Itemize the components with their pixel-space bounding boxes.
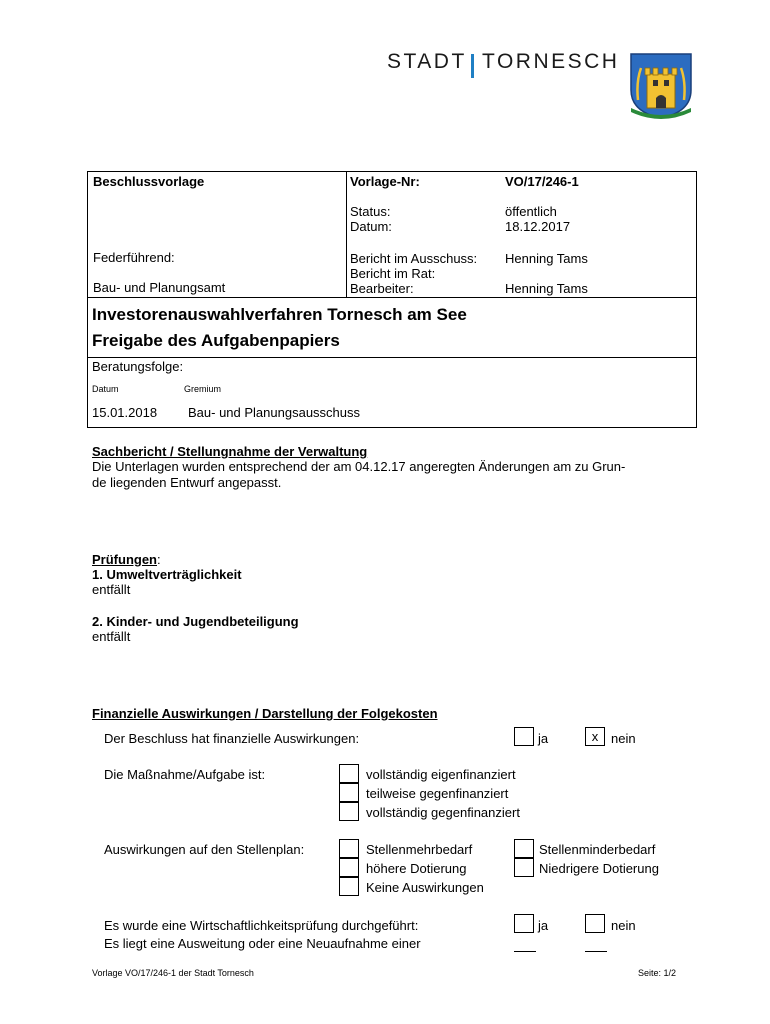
logo-divider xyxy=(471,54,474,78)
footer-page-number: Seite: 1/2 xyxy=(638,968,677,978)
finanzen-heading: Finanzielle Auswirkungen / Darstellung der Folgekosten xyxy=(92,706,438,721)
document-title-line1: Investorenauswahlverfahren Tornesch am See xyxy=(92,305,467,324)
question-finanzielle-auswirkungen: Der Beschluss hat finanzielle Auswirkungen: xyxy=(104,731,360,746)
datum-value: 18.12.2017 xyxy=(505,219,571,234)
pruefungen-heading xyxy=(92,552,161,567)
label-stellenmehrbedarf: Stellenmehrbedarf xyxy=(366,842,473,857)
bearbeiter-label: Bearbeiter: xyxy=(350,281,414,296)
checkbox-vollstaendig-gegenfinanziert[interactable] xyxy=(339,802,359,821)
label-eigenfinanziert: vollständig eigenfinanziert xyxy=(366,767,516,782)
sachbericht-line1: Die Unterlagen wurden entsprechend der am 04.12.17 angeregten Änderungen am zu Grun- xyxy=(92,459,626,474)
checkbox-finanz-nein[interactable]: x xyxy=(585,727,605,746)
checkbox-ausweitung-nein-partial[interactable] xyxy=(585,951,607,952)
bericht-rat-label: Bericht im Rat: xyxy=(350,266,436,281)
vorlage-nr-label: Vorlage-Nr: xyxy=(350,174,420,189)
footer-left: Vorlage VO/17/246-1 der Stadt Tornesch xyxy=(92,968,254,978)
beschlussvorlage-label: Beschlussvorlage xyxy=(93,174,205,189)
label-teilweise-gegenfinanziert: teilweise gegenfinanziert xyxy=(366,786,509,801)
bericht-ausschuss-value: Henning Tams xyxy=(505,251,588,266)
column-gremium: Gremium xyxy=(184,384,222,394)
beratungsfolge-label: Beratungsfolge: xyxy=(92,359,184,374)
datum-label: Datum: xyxy=(350,219,392,234)
bericht-ausschuss-label: Bericht im Ausschuss: xyxy=(350,251,478,266)
label-hoehere-dotierung: höhere Dotierung xyxy=(366,861,467,876)
coat-of-arms-icon xyxy=(627,52,695,120)
sachbericht-heading: Sachbericht / Stellungnahme der Verwaltung xyxy=(92,444,368,459)
question-ausweitung: Es liegt eine Ausweitung oder eine Neuaufnahme einer xyxy=(104,936,421,951)
label-stellenminderbedarf: Stellenminderbedarf xyxy=(539,842,656,857)
question-stellenplan: Auswirkungen auf den Stellenplan: xyxy=(104,842,305,857)
vorlage-nr-value: VO/17/246-1 xyxy=(505,174,579,189)
pruefungen-heading-text: Prüfungen xyxy=(92,552,157,567)
logo-text-right: TORNESCH xyxy=(482,50,620,73)
sachbericht-line2: de liegenden Entwurf angepasst. xyxy=(92,475,282,490)
beratung-row-datum: 15.01.2018 xyxy=(92,405,158,420)
pruefung-2-value: entfällt xyxy=(92,629,131,644)
pruefung-2-title: 2. Kinder- und Jugendbeteiligung xyxy=(92,614,299,629)
pruefung-1-title: 1. Umweltverträglichkeit xyxy=(92,567,242,582)
status-label: Status: xyxy=(350,204,391,219)
question-massnahme: Die Maßnahme/Aufgabe ist: xyxy=(104,767,266,782)
checkbox-eigenfinanziert[interactable] xyxy=(339,764,359,783)
label-wirtschaftlichkeit-ja: ja xyxy=(538,918,549,933)
bearbeiter-value: Henning Tams xyxy=(505,281,588,296)
label-wirtschaftlichkeit-nein: nein xyxy=(611,918,636,933)
label-keine-auswirkungen: Keine Auswirkungen xyxy=(366,880,484,895)
checkbox-niedrigere-dotierung[interactable] xyxy=(514,858,534,877)
label-finanz-ja: ja xyxy=(538,731,549,746)
question-wirtschaftlichkeit: Es wurde eine Wirtschaftlichkeitsprüfung durchgeführt: xyxy=(104,918,419,933)
checkbox-hoehere-dotierung[interactable] xyxy=(339,858,359,877)
label-vollstaendig-gegenfinanziert: vollständig gegenfinanziert xyxy=(366,805,520,820)
pruefungen-colon: : xyxy=(157,552,161,567)
label-niedrigere-dotierung: Niedrigere Dotierung xyxy=(539,861,659,876)
beratung-row-gremium: Bau- und Planungsausschuss xyxy=(188,405,361,420)
checkbox-wirtschaftlichkeit-ja[interactable] xyxy=(514,914,534,933)
checkbox-teilweise-gegenfinanziert[interactable] xyxy=(339,783,359,802)
status-value: öffentlich xyxy=(505,204,557,219)
checkbox-keine-auswirkungen[interactable] xyxy=(339,877,359,896)
logo-text-left: STADT xyxy=(387,50,467,73)
checkbox-wirtschaftlichkeit-nein[interactable] xyxy=(585,914,605,933)
document-title-line2: Freigabe des Aufgabenpapiers xyxy=(92,331,340,350)
checkbox-stellenmehrbedarf[interactable] xyxy=(339,839,359,858)
federfuehrend-value: Bau- und Planungsamt xyxy=(93,280,226,295)
label-finanz-nein: nein xyxy=(611,731,636,746)
column-datum: Datum xyxy=(92,384,119,394)
pruefung-1-value: entfällt xyxy=(92,582,131,597)
checkbox-finanz-ja[interactable] xyxy=(514,727,534,746)
checkbox-ausweitung-ja-partial[interactable] xyxy=(514,951,536,952)
federfuehrend-label: Federführend: xyxy=(93,250,175,265)
checkbox-stellenminderbedarf[interactable] xyxy=(514,839,534,858)
header-table xyxy=(87,171,697,428)
